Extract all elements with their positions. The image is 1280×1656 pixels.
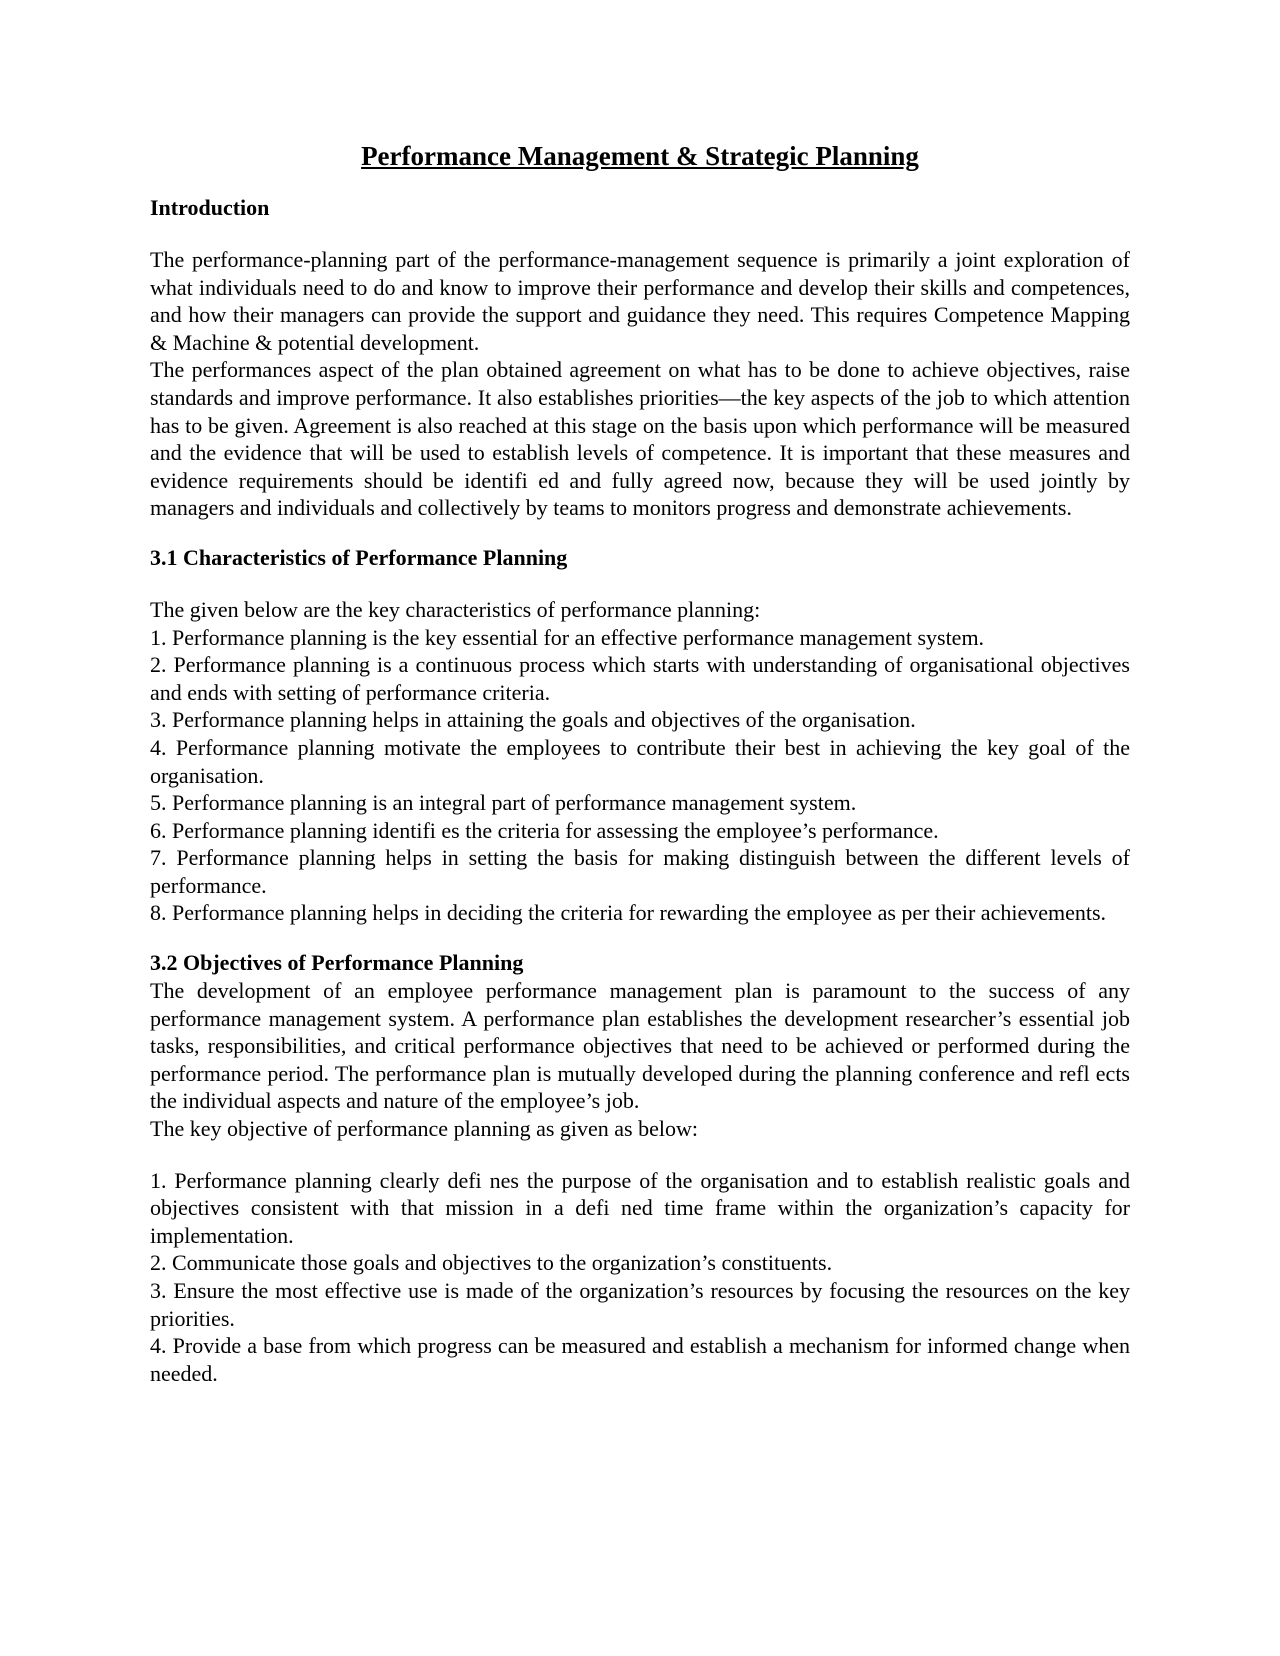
section-3-2-paragraph-2: The key objective of performance planning as given as below: (150, 1116, 698, 1142)
list-item: 6. Performance planning identifi es the criteria for assessing the employee’s performance. (150, 817, 939, 843)
document-page (150, 140, 1130, 1387)
introduction-paragraph-2: The performances aspect of the plan obtained agreement on what has to be done to achieve objectives, raise standards and improve performance. It also establishes priorities—the key aspects of the job to which attention has to be given. Agreement is also reached at this stage on the basis upon which performance will be measured and the evidence that will be used to establish levels of competence. It is important that these measures and evidence requirements should be identifi ed and fully agreed now, because they will be used jointly by managers and individuals and collectively by teams to monitors progress and demonstrate achievements. (150, 357, 1130, 521)
section-3-2-paragraph-1: The development of an employee performance management plan is paramount to the success of any performance management system. A performance plan establishes the development researcher’s essential job tasks, responsibilities, and critical performance objectives that need to be achieved or performed during the performance period. The performance plan is mutually developed during the planning conference and refl ects the individual aspects and nature of the employee’s job. (150, 978, 1130, 1114)
section-3-1-heading: 3.1 Characteristics of Performance Planning (150, 544, 568, 570)
list-item: 2. Communicate those goals and objectives to the organization’s constituents. (150, 1250, 833, 1276)
list-item: 1. Performance planning clearly defi nes the purpose of the organisation and to establish realistic goals and objectives consistent with that mission in a defi ned time frame within the organization’s capacity for implementation. (150, 1167, 1130, 1248)
introduction-paragraph-1: The performance-planning part of the performance-management sequence is primarily a joint exploration of what individuals need to do and know to improve their performance and develop their skills and competences, and how their managers can provide the support and guidance they need. This requires Competence Mapping & Machine & potential development. (150, 247, 1130, 355)
list-item: 3. Ensure the most effective use is made of the organization’s resources by focusing the resources on the key priorities. (150, 1278, 1130, 1331)
list-item: 3. Performance planning helps in attaining the goals and objectives of the organisation. (150, 707, 916, 733)
section-3-2-heading: 3.2 Objectives of Performance Planning (150, 950, 524, 976)
spacer (150, 522, 1130, 544)
list-item: 7. Performance planning helps in setting the basis for making distinguish between the different levels of performance. (150, 845, 1130, 898)
list-item: 8. Performance planning helps in deciding the criteria for rewarding the employee as per their achievements. (150, 900, 1107, 926)
list-item: 5. Performance planning is an integral part of performance management system. (150, 790, 857, 816)
section-3-1-intro: The given below are the key characteristics of performance planning: (150, 596, 761, 622)
introduction-heading: Introduction (150, 195, 270, 220)
spacer (150, 222, 1130, 246)
spacer (150, 572, 1130, 596)
list-item: 4. Provide a base from which progress can be measured and establish a mechanism for informed change when needed. (150, 1333, 1130, 1386)
document-title: Performance Management & Strategic Planning (361, 141, 919, 171)
list-item: 4. Performance planning motivate the employees to contribute their best in achieving the key goal of the organisation. (150, 734, 1130, 788)
list-item: 1. Performance planning is the key essential for an effective performance management system. (150, 624, 985, 650)
list-item: 2. Performance planning is a continuous process which starts with understanding of organisational objectives and ends with setting of performance criteria. (150, 652, 1130, 705)
spacer (150, 1143, 1130, 1167)
spacer (150, 927, 1130, 949)
